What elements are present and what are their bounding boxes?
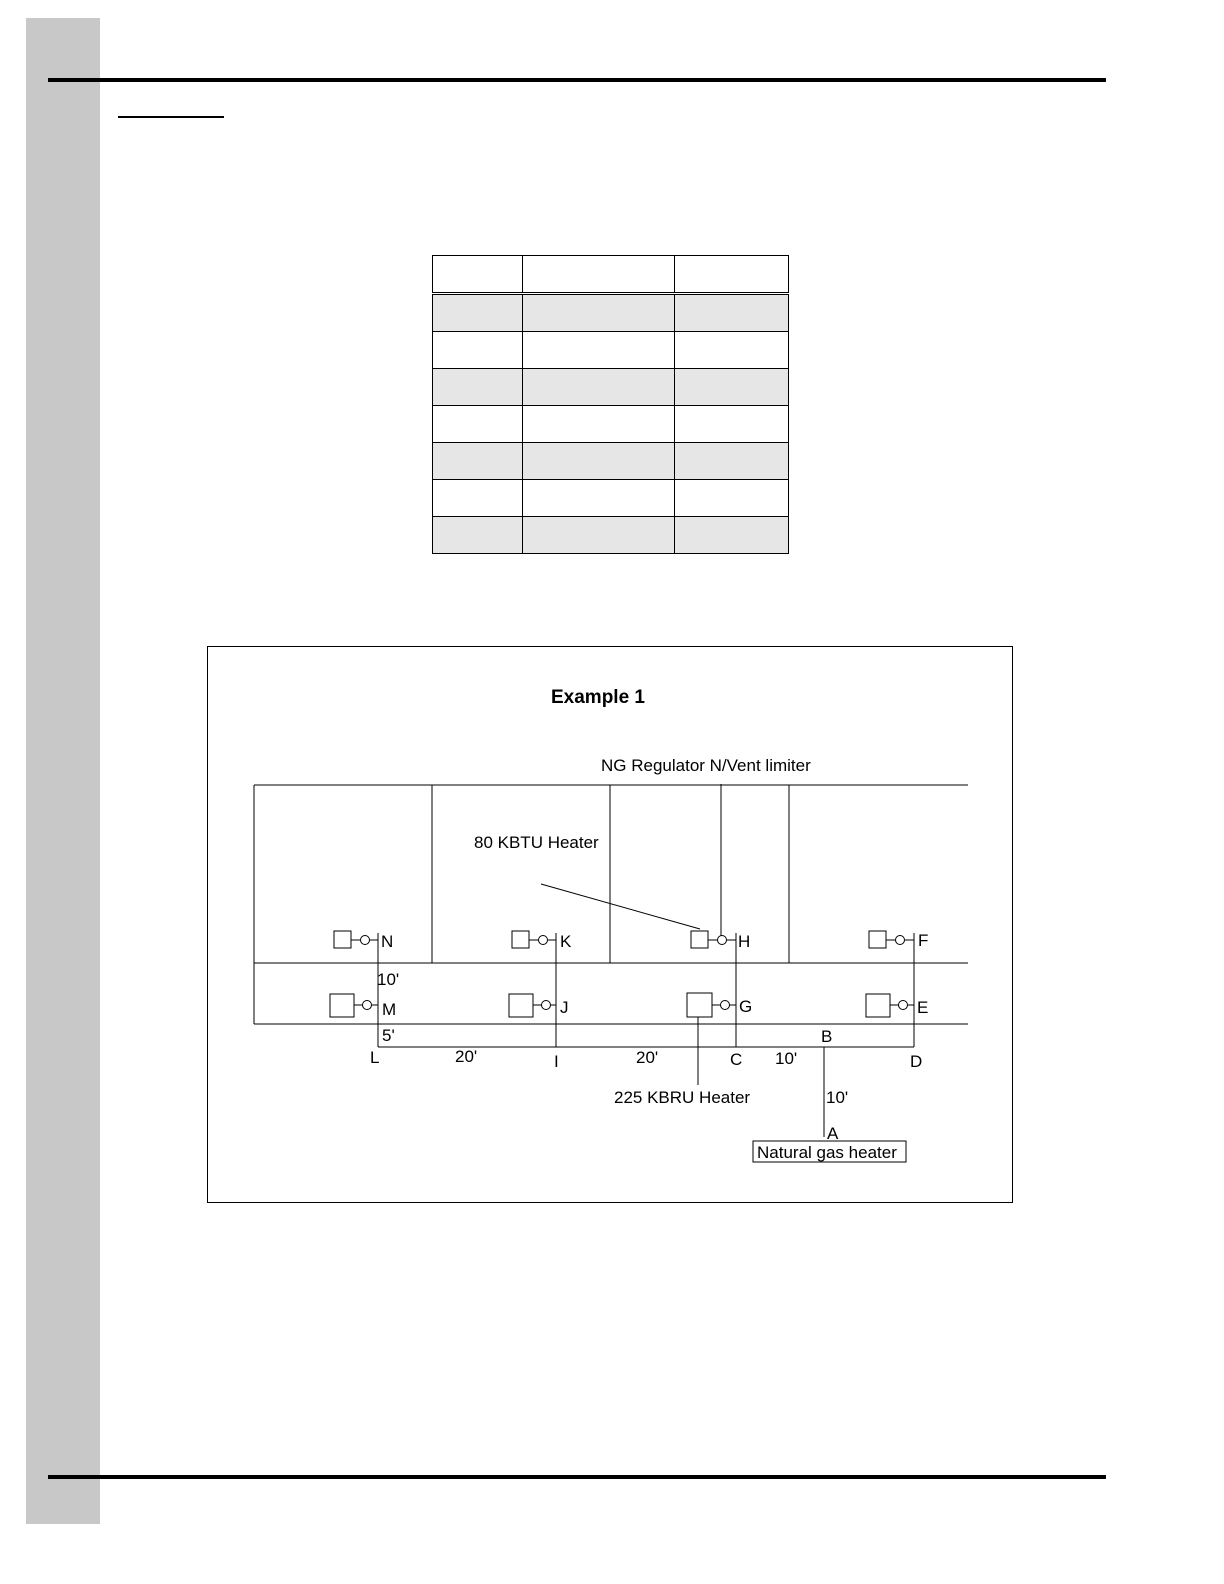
heater-80-callout: 80 KBTU Heater [474, 833, 599, 852]
node-label-l: L [370, 1048, 380, 1067]
source-label: Natural gas heater [757, 1143, 897, 1162]
heater-j [509, 994, 556, 1017]
heater-225-callout: 225 KBRU Heater [614, 1088, 751, 1107]
heater-f [869, 931, 914, 948]
length-m-l: 5' [382, 1026, 395, 1045]
page-side-bar [26, 18, 100, 1524]
section-heading-underline [118, 116, 224, 118]
heater-80-leader [541, 884, 700, 929]
diagram-title: Example 1 [551, 687, 645, 708]
node-label-e: E [917, 998, 929, 1017]
heater-k [512, 931, 556, 948]
table-header-row [433, 256, 789, 294]
heater-g [687, 993, 736, 1017]
node-label-m: M [382, 1000, 397, 1019]
heater-n [334, 931, 378, 948]
node-label-k: K [560, 932, 572, 951]
heater-e [866, 994, 914, 1017]
length-c-b: 10' [775, 1049, 798, 1068]
node-label-h: H [738, 932, 751, 951]
example-piping-diagram [207, 646, 1013, 1203]
table-row [433, 517, 789, 554]
header-rule [48, 78, 1106, 82]
table-row [433, 406, 789, 443]
node-label-f: F [918, 931, 929, 950]
table-row [433, 294, 789, 332]
length-n-m: 10' [377, 970, 400, 989]
node-label-j: J [560, 998, 569, 1017]
node-label-a: A [827, 1124, 839, 1143]
node-label-i: I [554, 1052, 559, 1071]
node-label-n: N [381, 932, 394, 951]
length-l-i: 20' [455, 1047, 478, 1066]
heater-m [330, 994, 378, 1017]
heater-symbols [330, 931, 914, 1017]
table-row [433, 480, 789, 517]
pipe-sizing-table [432, 255, 789, 554]
node-label-b: B [821, 1027, 833, 1046]
heater-h [691, 931, 736, 948]
node-label-g: G [739, 997, 753, 1016]
length-i-c: 20' [636, 1048, 659, 1067]
regulator-callout: NG Regulator N/Vent limiter [601, 756, 811, 775]
length-b-a: 10' [826, 1088, 849, 1107]
gas-piping [378, 784, 914, 1137]
table-row [433, 332, 789, 369]
table-row [433, 369, 789, 406]
building-outline [254, 785, 968, 1024]
node-label-d: D [910, 1052, 923, 1071]
table-row [433, 443, 789, 480]
piping-diagram-svg [208, 647, 1012, 1202]
footer-rule [48, 1475, 1106, 1479]
node-label-c: C [730, 1050, 743, 1069]
